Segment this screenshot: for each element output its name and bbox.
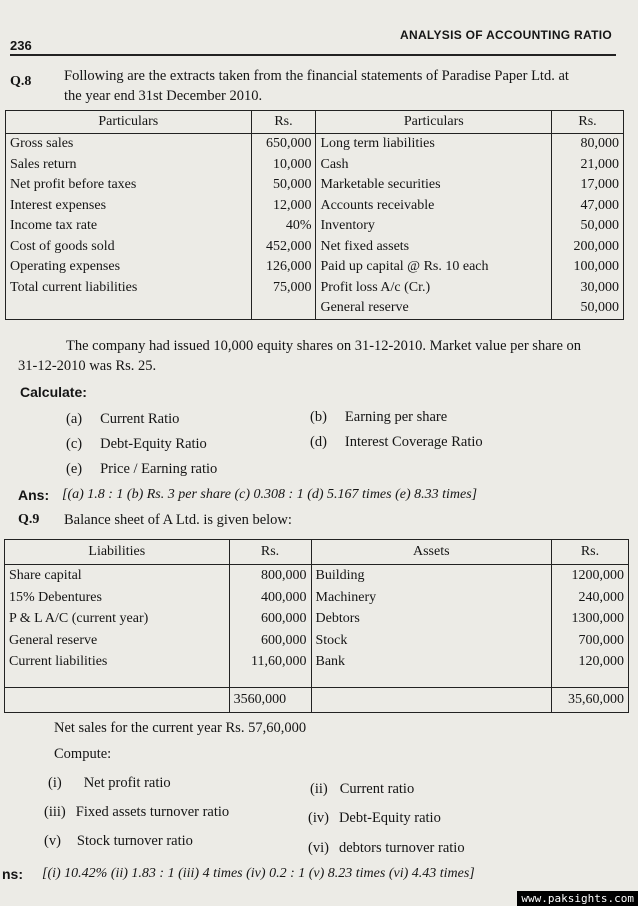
chapter-title: ANALYSIS OF ACCOUNTING RATIO <box>400 28 612 42</box>
q9-intro: Balance sheet of A Ltd. is given below: <box>64 512 292 528</box>
item-key: (i) <box>48 775 62 791</box>
item-key: (v) <box>44 833 61 849</box>
q8-item-c <box>66 436 207 453</box>
q9-item-i <box>48 775 171 792</box>
q9-balance-sheet-table <box>4 539 629 713</box>
table-cell-label: Sales return <box>6 155 252 176</box>
table-cell-label: Building <box>311 565 552 587</box>
col-header: Particulars <box>6 111 252 134</box>
item-text: Net profit ratio <box>83 775 171 791</box>
table-cell-label: P & L A/C (current year) <box>5 608 230 630</box>
table-cell-label: Long term liabilities <box>316 134 552 155</box>
item-text: debtors turnover ratio <box>338 840 465 856</box>
table-cell-label: Income tax rate <box>6 216 252 237</box>
q9-item-ii <box>310 781 414 798</box>
q9-item-vi <box>308 840 465 857</box>
table-row <box>6 237 624 258</box>
item-text: Fixed assets turnover ratio <box>75 804 230 820</box>
table-cell-amount: 126,000 <box>251 257 316 278</box>
table-cell-amount: 600,000 <box>229 608 311 630</box>
q8-answer-text: [(a) 1.8 : 1 (b) Rs. 3 per share (c) 0.308 : 1 (d) 5.167 times (e) 8.33 times] <box>62 487 478 502</box>
table-cell-label: Gross sales <box>6 134 252 155</box>
item-text: Price / Earning ratio <box>100 461 218 477</box>
table-cell-label: Net profit before taxes <box>6 175 252 196</box>
table-cell-label: Paid up capital @ Rs. 10 each <box>316 257 552 278</box>
table-cell-amount: 1200,000 <box>552 565 629 587</box>
table-cell-amount: 40% <box>251 216 316 237</box>
q8-note-line2: 31-12-2010 was Rs. 25. <box>18 358 157 374</box>
q9-item-iv <box>308 810 441 827</box>
item-text: Current Ratio <box>100 411 180 427</box>
q8-item-a <box>66 411 179 428</box>
table-cell-label: Share capital <box>5 565 230 587</box>
table-cell-amount: 30,000 <box>552 278 624 299</box>
item-key: (a) <box>66 411 83 427</box>
q8-item-e <box>66 461 217 478</box>
table-cell-amount: 17,000 <box>552 175 624 196</box>
table-cell-label: Cost of goods sold <box>6 237 252 258</box>
total-blank <box>5 687 230 712</box>
q8-note-line1: The company had issued 10,000 equity shares on 31-12-2010. Market value per share on <box>66 338 582 354</box>
table-row <box>6 298 624 319</box>
q9-item-iii <box>44 804 229 821</box>
table-cell-label: Current liabilities <box>5 651 230 673</box>
header-rule <box>10 54 616 56</box>
table-cell-amount: 50,000 <box>552 298 624 319</box>
table-cell-amount: 100,000 <box>552 257 624 278</box>
table-cell-amount: 400,000 <box>229 587 311 609</box>
table-cell-amount: 650,000 <box>251 134 316 155</box>
item-key: (vi) <box>308 840 329 856</box>
table-cell-label: Accounts receivable <box>316 196 552 217</box>
table-cell-amount: 11,60,000 <box>229 651 311 673</box>
table-cell-label: Interest expenses <box>6 196 252 217</box>
table-row <box>5 587 629 609</box>
q9-item-v <box>44 833 193 850</box>
q8-intro-line2: the year end 31st December 2010. <box>64 88 263 104</box>
q8-intro-line1: Following are the extracts taken from the financial statements of Paradise Paper Ltd. at <box>64 68 569 84</box>
table-cell-label: Debtors <box>311 608 552 630</box>
table-cell-amount: 75,000 <box>251 278 316 299</box>
table-cell-amount: 50,000 <box>552 216 624 237</box>
col-header: Rs. <box>552 111 624 134</box>
item-text: Earning per share <box>344 409 448 425</box>
table-cell-amount: 200,000 <box>552 237 624 258</box>
page-number: 236 <box>10 38 32 53</box>
table-cell-label: Total current liabilities <box>6 278 252 299</box>
table-cell-amount: 452,000 <box>251 237 316 258</box>
table-row <box>6 155 624 176</box>
table-row <box>6 134 624 155</box>
q8-financial-table <box>5 110 624 320</box>
table-cell-amount: 47,000 <box>552 196 624 217</box>
table-cell-blank <box>5 673 230 688</box>
item-key: (ii) <box>310 781 328 797</box>
table-row <box>5 630 629 652</box>
table-cell-amount: 12,000 <box>251 196 316 217</box>
table-cell-amount: 600,000 <box>229 630 311 652</box>
table-row <box>5 608 629 630</box>
table-header-row <box>5 540 629 565</box>
table-row <box>6 216 624 237</box>
table-cell-label: Profit loss A/c (Cr.) <box>316 278 552 299</box>
calculate-label: Calculate: <box>20 384 87 400</box>
item-text: Interest Coverage Ratio <box>344 434 483 450</box>
item-key: (c) <box>66 436 83 452</box>
q9-answer-label: ns: <box>2 866 23 882</box>
table-cell-label: Bank <box>311 651 552 673</box>
table-cell-label: General reserve <box>316 298 552 319</box>
q8-item-b <box>310 409 447 426</box>
compute-label: Compute: <box>54 746 112 762</box>
q9-answer-text: [(i) 10.42% (ii) 1.83 : 1 (iii) 4 times (iv) 0.2 : 1 (v) 8.23 times (vi) 4.43 times] <box>42 866 475 881</box>
table-cell-amount: 80,000 <box>552 134 624 155</box>
table-row <box>6 196 624 217</box>
table-cell-amount: 10,000 <box>251 155 316 176</box>
table-cell-label: 15% Debentures <box>5 587 230 609</box>
table-spacer-row <box>5 673 629 688</box>
item-text: Stock turnover ratio <box>76 833 193 849</box>
col-header: Rs. <box>251 111 316 134</box>
table-row <box>5 651 629 673</box>
table-cell-label: Net fixed assets <box>316 237 552 258</box>
table-cell-label: Operating expenses <box>6 257 252 278</box>
table-cell-label: Marketable securities <box>316 175 552 196</box>
item-key: (iii) <box>44 804 66 820</box>
table-cell-label: General reserve <box>5 630 230 652</box>
table-cell-amount: 240,000 <box>552 587 629 609</box>
table-cell-amount: 1300,000 <box>552 608 629 630</box>
table-row <box>5 565 629 587</box>
table-header-row <box>6 111 624 134</box>
table-cell-label: Machinery <box>311 587 552 609</box>
col-header: Assets <box>311 540 552 565</box>
item-key: (d) <box>310 434 327 450</box>
total-blank <box>311 687 552 712</box>
question-9-number: Q.9 <box>18 512 40 527</box>
item-key: (b) <box>310 409 327 425</box>
table-cell-blank <box>229 673 311 688</box>
item-text: Current ratio <box>339 781 415 797</box>
watermark: www.paksights.com <box>517 891 638 906</box>
table-cell-amount <box>251 298 316 319</box>
question-8-number: Q.8 <box>10 74 32 89</box>
col-header: Liabilities <box>5 540 230 565</box>
table-cell-label: Stock <box>311 630 552 652</box>
total-assets: 35,60,000 <box>552 687 629 712</box>
table-row <box>6 175 624 196</box>
table-cell-amount: 50,000 <box>251 175 316 196</box>
q8-item-d <box>310 434 483 451</box>
table-cell-amount: 120,000 <box>552 651 629 673</box>
total-liabilities: 3560,000 <box>229 687 311 712</box>
table-cell-label: Cash <box>316 155 552 176</box>
q8-answer-label: Ans: <box>18 487 50 503</box>
q9-net-sales: Net sales for the current year Rs. 57,60,000 <box>54 720 307 736</box>
col-header: Particulars <box>316 111 552 134</box>
item-text: Debt-Equity Ratio <box>100 436 207 452</box>
table-cell-amount: 800,000 <box>229 565 311 587</box>
table-cell-blank <box>552 673 629 688</box>
table-total-row <box>5 687 629 712</box>
table-cell-label <box>6 298 252 319</box>
table-cell-amount: 700,000 <box>552 630 629 652</box>
table-row <box>6 278 624 299</box>
table-cell-amount: 21,000 <box>552 155 624 176</box>
table-cell-blank <box>311 673 552 688</box>
item-key: (e) <box>66 461 83 477</box>
table-row <box>6 257 624 278</box>
item-key: (iv) <box>308 810 329 826</box>
col-header: Rs. <box>552 540 629 565</box>
table-cell-label: Inventory <box>316 216 552 237</box>
item-text: Debt-Equity ratio <box>338 810 441 826</box>
col-header: Rs. <box>229 540 311 565</box>
